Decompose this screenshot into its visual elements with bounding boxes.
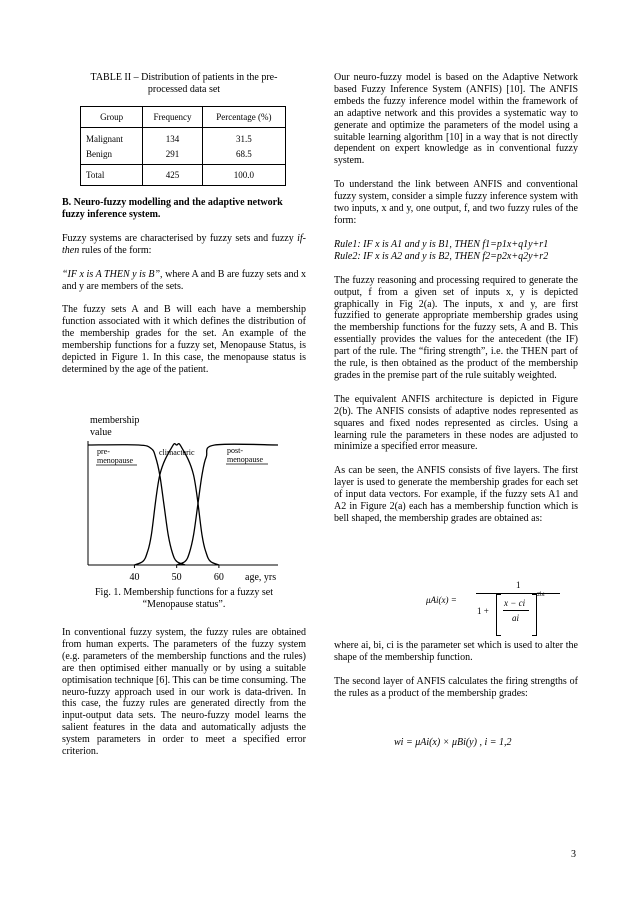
table-header-row xyxy=(81,107,286,128)
cell-percentage: 31.5 xyxy=(202,128,285,147)
fig1-caption-line2: “Menopause status”. xyxy=(142,599,226,610)
section-conventional xyxy=(62,627,306,758)
label-post-menopause-line2: menopause xyxy=(227,455,263,464)
section-b-heading-line2: fuzzy inference system. xyxy=(62,208,161,220)
header-frequency: Frequency xyxy=(143,107,202,128)
header-percentage: Percentage (%) xyxy=(202,107,285,128)
tick-60: 60 xyxy=(213,572,224,583)
cell-percentage: 68.5 xyxy=(202,146,285,165)
table-row xyxy=(81,128,286,147)
rules-block xyxy=(334,239,578,263)
parameter-set-paragraph: where ai, bi, ci is the parameter set which is used to alter the shape of the membership function. xyxy=(334,640,578,663)
section-b xyxy=(62,197,306,376)
eq1-lhs: μAi(x) = xyxy=(426,595,457,605)
section-b-paragraph-2 xyxy=(62,269,306,293)
table-caption-line2: processed data set xyxy=(147,84,221,95)
rule-2: Rule2: IF x is A2 and y is B2, THEN f2=p2x+q2y+r2 xyxy=(334,250,549,262)
table-total-row xyxy=(81,165,286,186)
cell-frequency: 291 xyxy=(143,146,202,165)
eq1-a: ai xyxy=(512,613,520,623)
fig1-ylabel-line1: membership xyxy=(90,415,140,426)
label-pre-menopause-line1: pre- xyxy=(97,447,110,456)
section-b-paragraph-3: The fuzzy sets A and B will each have a membership function associated with it which defines the distribution of the membership grades for the set. An example of the membership functions for a fuzzy set, Menopause Status, is depicted in Figure 1. In this case, the menopause status is determined by the age of the patient. xyxy=(62,304,306,375)
p1-ifthen: if-then xyxy=(62,232,306,256)
section-b-heading-line1: B. Neuro-fuzzy modelling and the adaptive network xyxy=(62,197,283,208)
label-climacteric: climacteric xyxy=(159,448,195,457)
fuzzy-reasoning-paragraph: The fuzzy reasoning and processing required to generate the output, f from a given set of inputs x, y is depicted graphically in Fig 2(a). The inputs, x and y, are first fuzzified to generate appropriate membership grades using the membership functions for the fuzzy sets, A and B. This essentially provides the values for the antecedent (the IF) part of the rule. The “firing strength”, i.e. the THEN part of the rule, is then obtained as the product of the membership grades in the premise part of the rule suitably weighted. xyxy=(334,274,578,381)
equation-bell-membership xyxy=(420,578,560,640)
table-caption-line1: TABLE II – Distribution of patients in the pre- xyxy=(90,72,278,83)
eq1-numerator: 1 xyxy=(516,580,521,590)
anfis-link-paragraph: To understand the link between ANFIS and conventional fuzzy system, consider a simple fuzzy inference system with two inputs, x and y, one output, f, and two fuzzy rules of the form: xyxy=(334,179,578,226)
header-group: Group xyxy=(81,107,143,128)
distribution-table xyxy=(80,106,286,186)
figure-1 xyxy=(62,415,306,615)
eq1-exponent: 2bi xyxy=(537,592,545,598)
anfis-architecture-paragraph: The equivalent ANFIS architecture is depicted in Figure 2(b). The ANFIS consists of adaptive nodes represented as squares and fixed nodes represented as circles. Using a learning rule the parameters in these nodes are adjusted to minimize a specified error measure. xyxy=(334,393,578,453)
table-row xyxy=(81,146,286,165)
fig1-ylabel-line2: value xyxy=(90,427,112,438)
conventional-paragraph: In conventional fuzzy system, the fuzzy rules are obtained from human experts. The parameters of the fuzzy system (e.g. parameters of the membership functions and the rules) are then optimised either manually or by using a suitable optimisation technique [6]. This can be time consuming. The neuro-fuzzy approach used in our work is data-driven. In this case, the fuzzy rules are generated directly from the input-output data sets. The neuro-fuzzy model learns the salient features in the data and automatically adjusts the system parameters in order to meet a specified error criterion. xyxy=(62,627,306,758)
rule-quote: “IF x is A THEN y is B” xyxy=(62,268,161,280)
page-number: 3 xyxy=(571,849,576,860)
fig1-caption-line1: Fig. 1. Membership functions for a fuzzy set xyxy=(94,587,274,598)
p1-text-c: rules of the form: xyxy=(79,244,152,256)
label-post-menopause-line1: post- xyxy=(227,446,243,455)
fig1-caption xyxy=(62,587,306,611)
section-b-heading xyxy=(62,197,306,221)
eq1-inner-bar xyxy=(503,610,529,611)
eq1-x-minus-c: x − ci xyxy=(504,598,526,608)
cell-total-percentage: 100.0 xyxy=(202,165,285,186)
p1-text-a: Fuzzy systems are characterised by fuzzy sets and fuzzy xyxy=(62,232,294,244)
curve-climacteric xyxy=(134,444,218,565)
section-b-paragraph-1 xyxy=(62,233,306,257)
cell-group: Benign xyxy=(81,146,143,165)
fig1-chart xyxy=(62,415,306,615)
p2-rest: , where A and B are fuzzy sets and x and y are members of the sets. xyxy=(62,268,306,292)
anfis-intro-paragraph: Our neuro-fuzzy model is based on the Adaptive Network based Fuzzy Inference System (ANFIS) [10]. The ANFIS embeds the fuzzy inference model within the framework of an adaptive network and this provides a systematic way to generate and optimize the parameters of the model using a suitable learning algorithm [10] in a way that is not directly dependent on expert knowledge as in conventional fuzzy system. xyxy=(334,72,578,167)
tick-50: 50 xyxy=(171,572,182,583)
eq1-one-plus: 1 + xyxy=(477,606,489,616)
five-layers-paragraph: As can be seen, the ANFIS consists of five layers. The first layer is used to generate the membership grades for each set of input data vectors. For example, if the fuzzy sets A1 and A2 in Figure 2(a) each has a membership function which is bell shaped, the membership grades are obtained as: xyxy=(334,465,578,524)
label-pre-menopause-line2: menopause xyxy=(97,456,133,465)
rule-1: Rule1: IF x is A1 and y is B1, THEN f1=p1x+q1y+r1 xyxy=(334,238,549,250)
eq1-left-bracket xyxy=(496,594,501,636)
eq1-fraction-bar xyxy=(476,593,560,594)
table-caption xyxy=(62,72,306,96)
x-axis-label: age, yrs xyxy=(245,572,277,583)
right-column xyxy=(334,72,578,525)
second-layer-paragraph: The second layer of ANFIS calculates the firing strengths of the rules as a product of the membership grades: xyxy=(334,675,578,699)
eq1-right-bracket xyxy=(532,594,537,636)
equation-firing-strength: wi = μAi(x) × μBi(y) , i = 1,2 xyxy=(394,737,512,748)
cell-total-frequency: 425 xyxy=(143,165,202,186)
cell-frequency: 134 xyxy=(143,128,202,147)
right-column-lower xyxy=(334,640,578,700)
tick-40: 40 xyxy=(129,572,140,583)
cell-group: Malignant xyxy=(81,128,143,147)
cell-total-label: Total xyxy=(81,165,143,186)
